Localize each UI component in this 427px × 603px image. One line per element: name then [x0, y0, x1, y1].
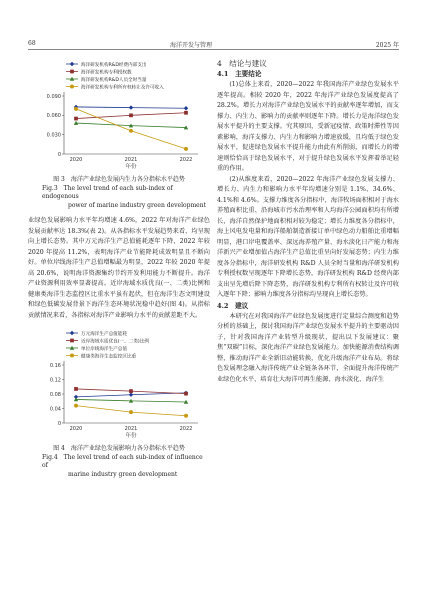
y-tick-label: 0.090: [46, 93, 61, 100]
legend-label: 海洋研发机构专利授权数: [81, 70, 132, 76]
legend-label: 海洋研发机构专利所有权转让及许可收入: [81, 85, 164, 91]
legend-label: 单位岸线海洋生产总值: [81, 346, 127, 352]
x-axis-label: 年份: [125, 433, 137, 439]
right-column: [217, 58, 399, 385]
legend-marker: [70, 331, 74, 335]
recommendation-paragraph: 本研究在对我国海洋产业绿色发展度进行定量综合测度和趋势分析的基础上，探讨我国海洋产业绿色发展水平提升的主要驱动因子，针对我国海洋产业转型升级现状，提出以下发展建议：聚焦“双碳”目标，深化海洋产业绿色发展能力。加快能源消费结构调整，推动海洋产业全新旧动能转换，优化升级海洋产业布局。将绿色发展理念融入海洋传统产业全链条各环节，全面提升海洋传统产业绿色化水平，培育壮大海洋可再生能源、海水淡化、海洋生: [217, 312, 399, 383]
data-point: [74, 117, 78, 121]
data-point: [129, 113, 133, 117]
legend-label: 海洋研发机构R&D经费内部支出: [81, 62, 147, 68]
data-point: [184, 147, 188, 151]
figure3-caption-cn: 图 3 海洋产业绿色发展内生力各分指标水平趋势: [53, 176, 185, 183]
data-point: [129, 410, 133, 414]
y-tick-label: 0.060: [46, 113, 61, 120]
x-tick-label: 2021: [124, 157, 138, 163]
section-4-1-title: 4.1 主要结论: [217, 70, 262, 78]
conclusion-paragraph-1: (1)总体上来看，2020—2022 年我国海洋产业绿色发展水平逐年提高。相较 2020 年，2022 年海洋产业绿色发展度提高了 28.2%。增长力对海洋产业绿色发展水平的贡献率逐年增加，而支撑力、内生力、影响力的贡献率则逐年下降。增长力是海洋绿色发展水平提升的主要支撑。究其原因，受新冠疫情、政策时滞性等因素影响，海洋支撑力、内生力和影响力增速放缓，且均低于绿色发展水平，促进绿色发展水平提升能力由此有所削弱，而增长力的增速则恰恰高于绿色发展水平，对于提升绿色发展水平发挥着举足轻重的作用。: [217, 81, 399, 172]
journal-name: 海洋开发与管理: [170, 42, 213, 49]
figure4-caption-en-1: Fig.4 The level trend of each sub-index of influence of: [42, 453, 203, 469]
x-tick-label: 2022: [179, 426, 193, 432]
figure3-caption-en-1: Fig.3 The level trend of each sub-index of endogenous: [42, 184, 173, 200]
left-paragraph: 业绿色发展影响力水平年均增速 4.6%，2022 年对海洋产业绿色发展贡献率达 18.3%(表 2)。从各指标水平发展趋势来看，均呈现向上增长态势。其中万元海洋生产总值能耗逐年下降，2022 年较 2020 年提高 11.2%，表明海洋产业节能降耗成效明显且不断向好。单位岸线海洋生产总值增幅最为明显，2022 年较 2020 年提高 20.6%，说明海洋资源集约节约开发利用能力不断提升。海洋产业资源利用效率显著提高。近岸海域水质优良(一、二类)比例和健康类海洋生态监控区比重水平虽有起伏，但在海洋生态文明建设和绿色低碳发展背景下海洋生态环境状况稳中趋好(图 4)。从指标贡献情况来看，各指标对海洋产业影响力水平的贡献差距不大。: [28, 217, 210, 319]
legend-marker: [70, 339, 74, 343]
x-tick-label: 2020: [69, 426, 83, 432]
y-tick-label: 0: [57, 151, 61, 158]
data-point: [184, 106, 188, 110]
x-tick-label: 2021: [124, 426, 138, 432]
data-point: [74, 387, 78, 391]
figure4-chart: [28, 327, 210, 439]
data-point: [184, 111, 188, 115]
y-tick-label: 0.04: [49, 406, 61, 413]
header-year: 2025 年: [375, 42, 399, 49]
section-4-2-title: 4.2 建议: [217, 301, 249, 310]
data-point: [184, 392, 188, 396]
left-column: [28, 58, 210, 479]
x-tick-label: 2022: [179, 157, 193, 163]
data-point: [129, 129, 133, 133]
data-point: [129, 389, 133, 393]
y-tick-label: 0.030: [46, 132, 61, 139]
section-4-title: 4 结论与建议: [217, 59, 267, 68]
y-tick-label: 0: [57, 420, 61, 427]
data-point: [184, 414, 188, 418]
conclusion-paragraph-2: (2)从维度来看，2020—2022 年海洋产业绿色发展支撑力、增长力、内生力和影响力水平年均增速分别是 1.1%、34.6%、4.1%和 4.6%。支撑力维度各分指标中，海洋牧场面积相对于海水养殖面积比重、沿海城市污水治理率和人均海洋公园面积均有所增长，海洋自然保护地面积相对较为稳定；增长力维度各分指标中，海上风电发电量和海洋船舶制造新接订单中绿色动力船舶比重增幅明显，港口岸电覆盖率、深远海养殖产量、海水淡化日产能力和海洋新兴产业增加值占海洋生产总值比重呈向好发展态势；内生力维度各分指标中，海洋研发机构 R&D 人员全时当量和海洋研发机构专利授权数呈现逐年下降增长态势，海洋研发机构 R&D 经费内部支出呈先增后降下降态势，海洋研发机构专利所有权转让及许可收入逐年下降；影响力维度各分指标均呈现向上增长态势。: [217, 175, 399, 298]
legend-label: 海洋研发机构R&D人员全时当量: [81, 77, 147, 83]
y-tick-label: 0.08: [49, 391, 61, 398]
legend-marker: [70, 70, 74, 74]
data-point: [129, 393, 133, 397]
x-axis-label: 年份: [125, 164, 137, 170]
y-tick-label: 0.12: [49, 377, 61, 384]
figure4-caption-cn: 图 4 海洋产业绿色发展影响力各分指标水平趋势: [53, 445, 185, 452]
figure3-chart: [28, 58, 210, 170]
legend-marker: [70, 354, 74, 358]
x-tick-label: 2020: [69, 157, 83, 163]
header-rule: [28, 49, 399, 50]
legend-marker: [70, 62, 74, 66]
data-point: [74, 107, 78, 111]
legend-label: 健康类海洋生态监控区比重: [81, 354, 137, 360]
data-point: [129, 105, 133, 109]
y-tick-label: 0.16: [49, 362, 61, 369]
legend-label: 近岸海域水质优良(一、二类)比例: [81, 339, 149, 345]
legend-label: 万元海洋生产总值能耗: [81, 331, 127, 337]
legend-marker: [70, 85, 74, 89]
page-number: 68: [28, 40, 36, 47]
figure3-caption-en-2: power of marine industry green development: [68, 201, 206, 209]
data-point: [74, 404, 78, 408]
figure4-caption-en-2: marine industry green development: [68, 470, 178, 478]
